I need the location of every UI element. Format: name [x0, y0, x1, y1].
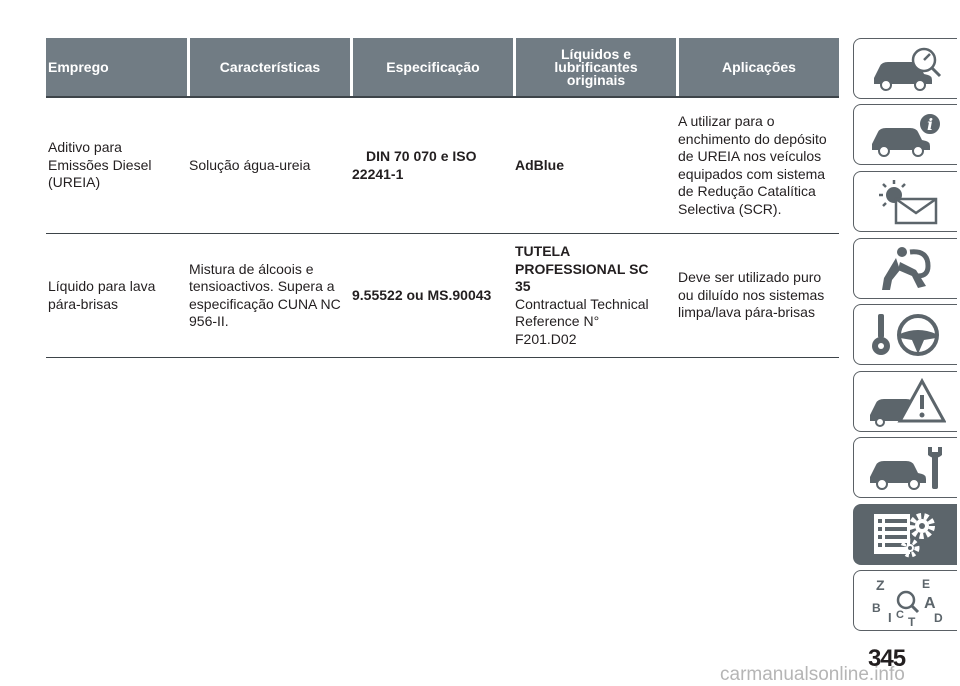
tab-warning-lights[interactable] [853, 171, 957, 232]
index-letter: D [933, 610, 943, 625]
cell-especificacao: 9.55522 ou MS.90043 [352, 286, 492, 303]
header-liquidos: Líquidos e lubrificantes originais [513, 38, 676, 96]
cell-emprego: Aditivo para Emissões Diesel (UREIA) [48, 139, 152, 191]
liquidos-reference: Contractual Technical Reference N° F201.D02 [515, 295, 649, 347]
watermark: carmanualsonline.info [720, 664, 905, 685]
tab-safety[interactable] [853, 238, 957, 299]
seat-airbag-icon [866, 244, 946, 294]
car-dashboard-icon [866, 44, 946, 94]
specifications-gears-icon [866, 510, 946, 560]
table-header [46, 38, 839, 98]
index-letter: B [871, 600, 881, 615]
index-letter: Z [875, 576, 885, 593]
liquidos-product: TUTELA PROFESSIONAL SC 35 [515, 243, 649, 294]
alphabetical-index-icon [866, 576, 946, 626]
cell-caracteristicas: Solução água-ureia [189, 156, 311, 173]
tab-index[interactable] [853, 570, 957, 631]
table-row [46, 234, 839, 358]
index-letter: C [895, 608, 904, 621]
tab-technical-specifications[interactable] [853, 504, 957, 565]
tab-dashboard[interactable] [853, 38, 957, 99]
cell-emprego: Líquido para lava pára-brisas [48, 278, 156, 312]
cell-especificacao: DIN 70 070 e ISO 22241-1 [352, 148, 477, 182]
cell-caracteristicas: Mistura de álcoois e tensioactivos. Supera a especificação CUNA NC 956-II. [189, 260, 341, 329]
tab-maintenance[interactable] [853, 437, 957, 498]
index-letter: T [907, 614, 915, 626]
tab-emergency[interactable] [853, 371, 957, 432]
cell-liquidos: AdBlue [515, 156, 564, 173]
warning-lights-message-icon [866, 177, 946, 227]
car-emergency-triangle-icon [866, 377, 946, 427]
car-info-icon [866, 110, 946, 160]
header-caracteristicas: Características [187, 38, 350, 96]
cell-aplicacoes: Deve ser utilizado puro ou diluído nos sistemas limpa/lava pára-brisas [678, 269, 825, 321]
index-letter: I [887, 609, 892, 625]
header-aplicacoes: Aplicações [676, 38, 839, 96]
tab-starting-driving[interactable] [853, 304, 957, 365]
page-number: 345 [868, 645, 906, 672]
steering-wheel-key-icon [866, 310, 946, 360]
svg-text:i: i [926, 114, 933, 134]
header-especificacao: Especificação [350, 38, 513, 96]
header-emprego: Emprego [48, 58, 109, 75]
car-wrench-icon [866, 443, 946, 493]
table-row [46, 98, 839, 234]
fluids-table [46, 38, 839, 358]
cell-aplicacoes: A utilizar para o enchimento do depósito de UREIA nos veículos equipados com sistema de Redução Catalítica Selectiva (SCR). [678, 113, 827, 217]
index-letter: E [921, 576, 930, 591]
tab-car-info[interactable] [853, 104, 957, 165]
index-letter: A [923, 594, 936, 612]
cell-liquidos [513, 234, 676, 357]
